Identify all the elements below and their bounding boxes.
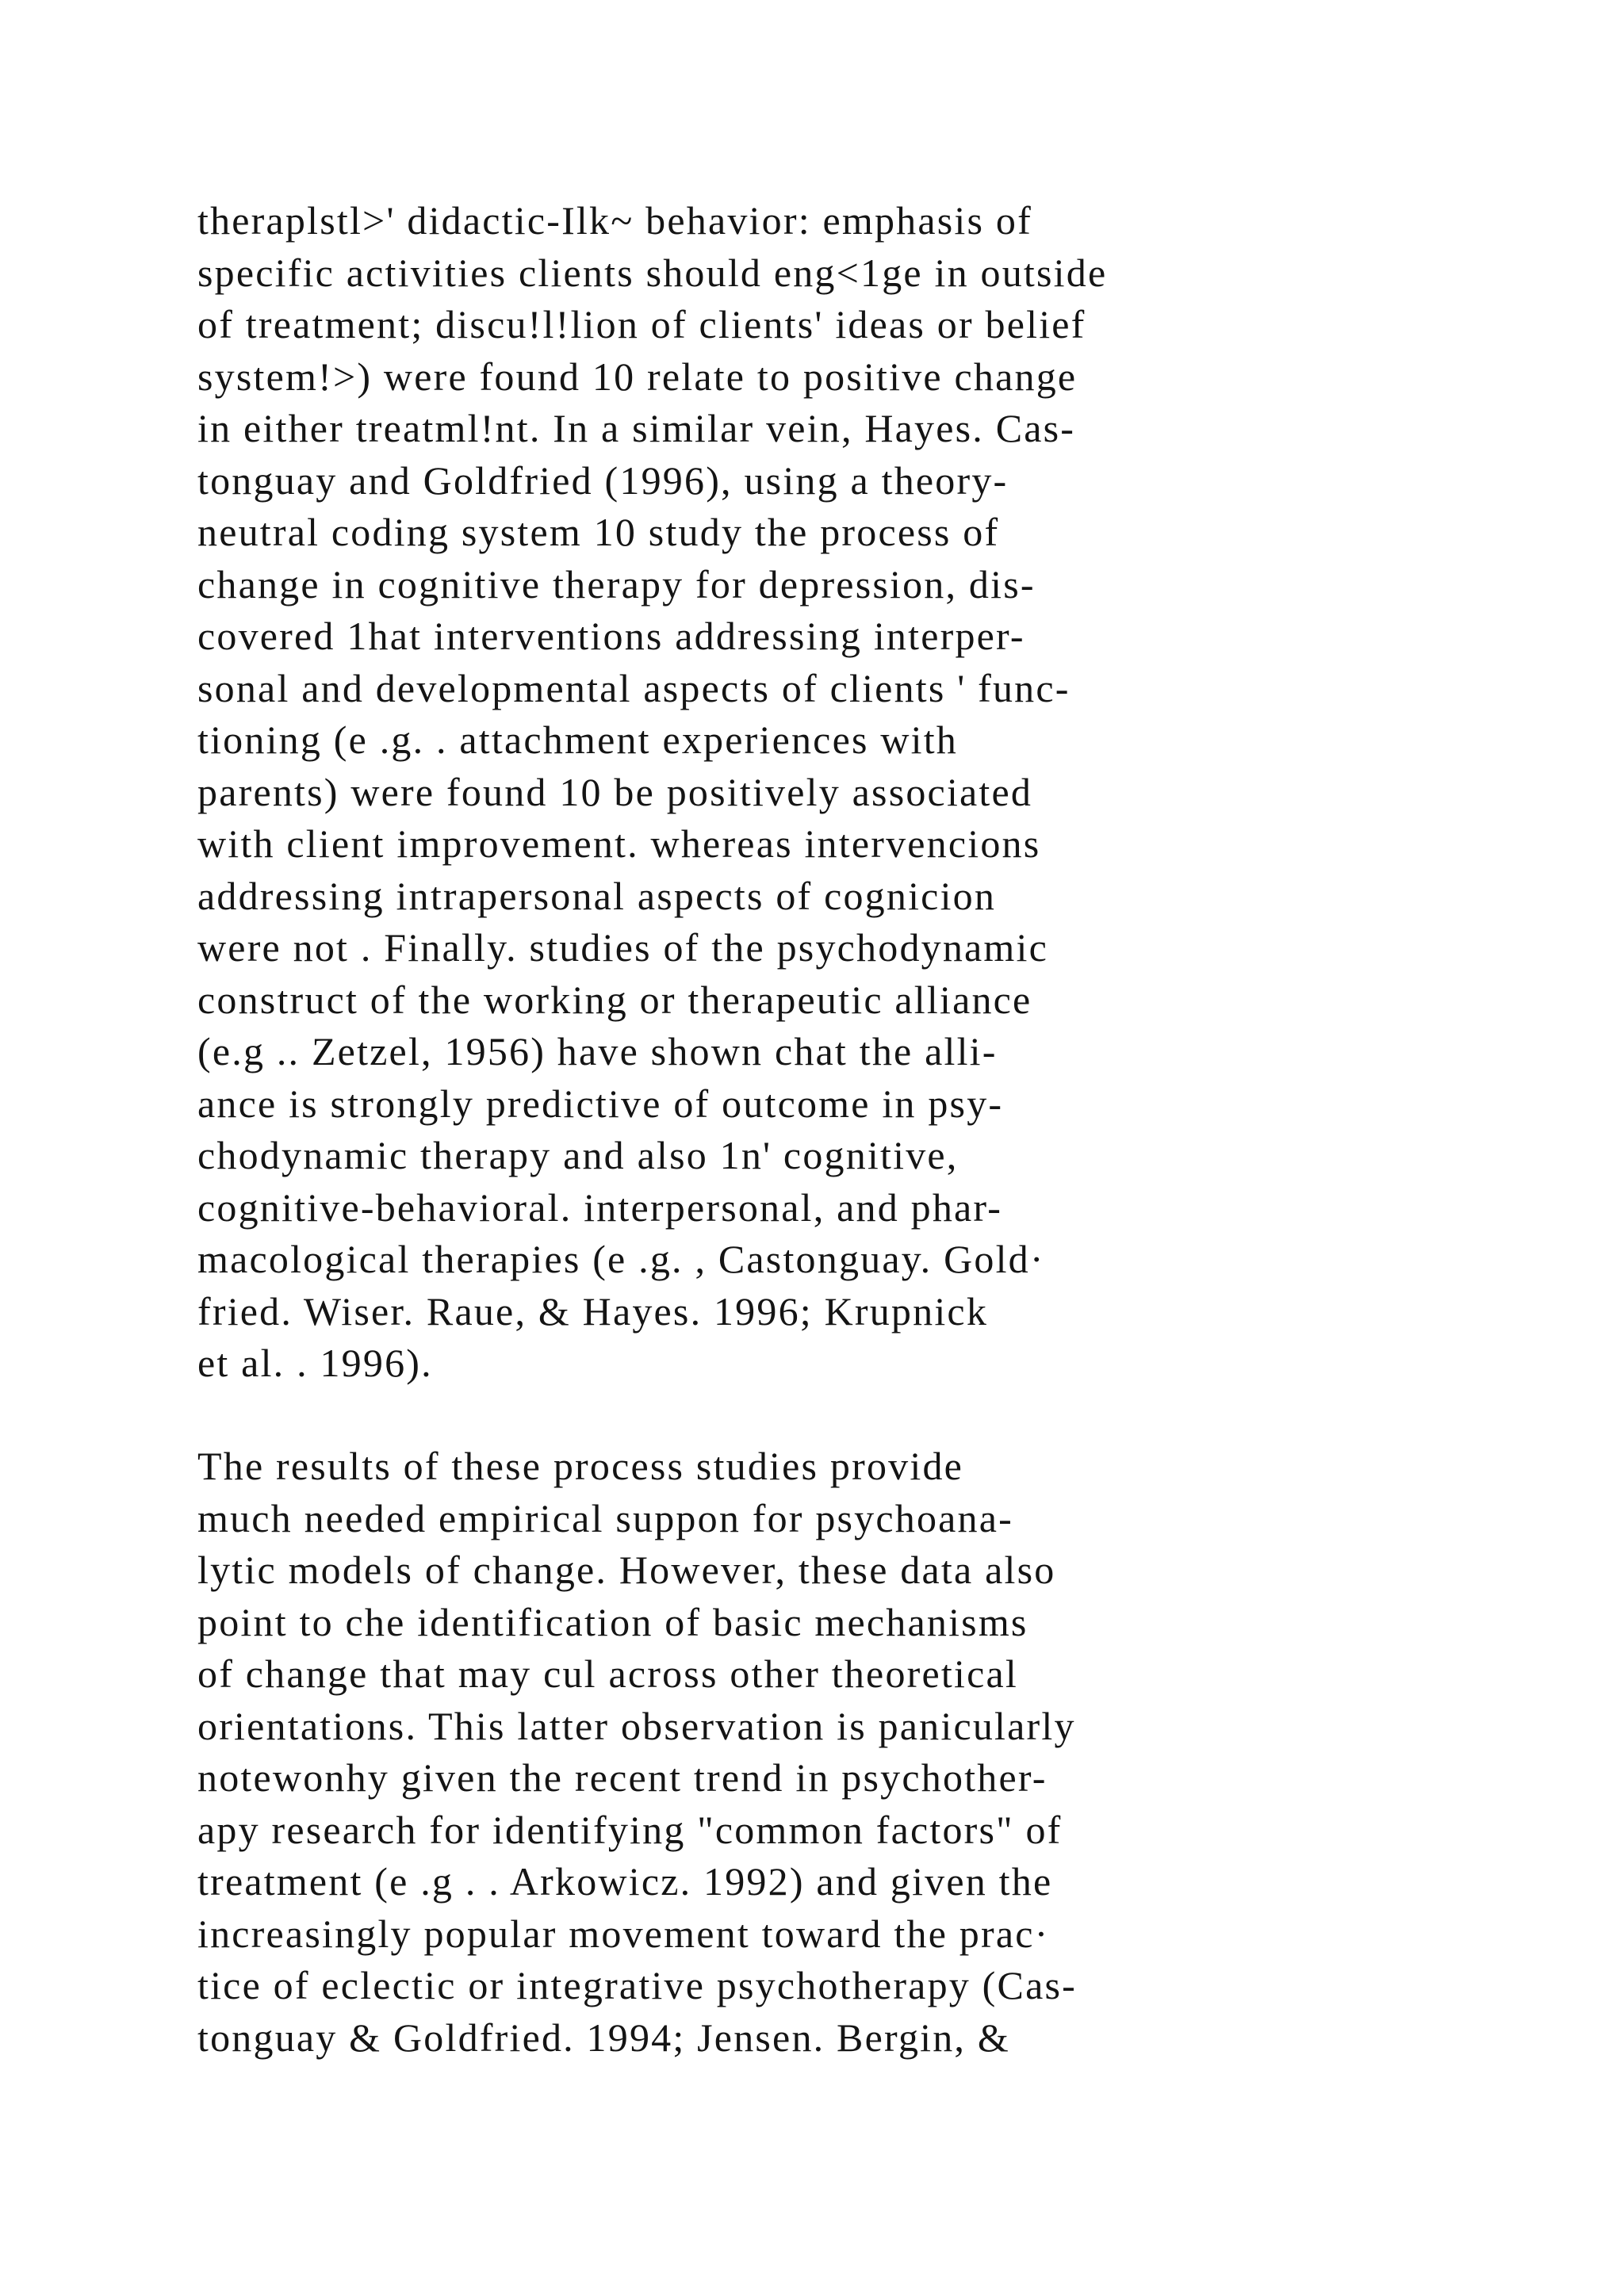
text-line: apy research for identifying "common factors" of — [197, 1807, 1063, 1852]
text-line: neutral coding system 10 study the process of — [197, 510, 1000, 554]
text-line: tice of eclectic or integrative psychotherapy (Cas- — [197, 1963, 1077, 2007]
text-line: theraplstl>' didactic-Ilk~ behavior: emphasis of — [197, 198, 1032, 243]
text-line: specific activities clients should eng<1ge in outside — [197, 250, 1108, 295]
text-line: tonguay & Goldfried. 1994; Jensen. Bergin, & — [197, 2015, 1010, 2060]
text-line: increasingly popular movement toward the prac· — [197, 1911, 1050, 1956]
text-line: sonal and developmental aspects of clients ' func- — [197, 665, 1071, 710]
text-line: orientations. This latter observation is panicularly — [197, 1703, 1076, 1748]
text-line: cognitive-behavioral. interpersonal, and phar- — [197, 1184, 1003, 1230]
text-line: ance is strongly predictive of outcome in psy- — [197, 1081, 1004, 1126]
text-line: parents) were found 10 be positively associated — [197, 769, 1033, 814]
text-line: in either treatml!nt. In a similar vein, Hayes. Cas- — [197, 406, 1076, 450]
text-line: were not . Finally. studies of the psychodynamic — [197, 925, 1049, 970]
text-line: chodynamic therapy and also 1n' cognitive, — [197, 1133, 959, 1177]
text-line: change in cognitive therapy for depression, dis- — [197, 561, 1036, 607]
text-line: The results of these process studies provide — [197, 1444, 964, 1488]
text-line: point to che identification of basic mechanisms — [197, 1599, 1028, 1644]
paragraph-1 — [197, 195, 1107, 1390]
text-line: system!>) were found 10 relate to positive change — [197, 354, 1078, 399]
paragraph-2 — [197, 1441, 1077, 2064]
text-line: lytic models of change. However, these data also — [197, 1548, 1056, 1592]
text-line: tioning (e .g. . attachment experiences with — [197, 718, 959, 762]
text-line: tonguay and Goldfried (1996), using a theory- — [197, 457, 1009, 503]
text-line: macological therapies (e .g. , Castonguay. Gold· — [197, 1237, 1045, 1281]
text-line: of change that may cul across other theoretical — [197, 1651, 1018, 1696]
text-line: fried. Wiser. Raue, & Hayes. 1996; Krupnick — [197, 1288, 989, 1334]
text-line: with client improvement. whereas intervencions — [197, 821, 1041, 866]
text-line: construct of the working or therapeutic alliance — [197, 977, 1032, 1022]
text-line: notewonhy given the recent trend in psychother- — [197, 1755, 1048, 1800]
text-line: covered 1hat interventions addressing interper- — [197, 614, 1025, 658]
text-line: much needed empirical suppon for psychoana- — [197, 1495, 1013, 1540]
text-line: treatment (e .g . . Arkowicz. 1992) and given the — [197, 1859, 1053, 1904]
text-line: addressing intrapersonal aspects of cognicion — [197, 873, 997, 918]
text-line: of treatment; discu!l!lion of clients' ideas or belief — [197, 302, 1086, 346]
text-line: et al. . 1996). — [197, 1341, 433, 1385]
text-line: (e.g .. Zetzel, 1956) have shown chat the alli- — [197, 1029, 998, 1073]
